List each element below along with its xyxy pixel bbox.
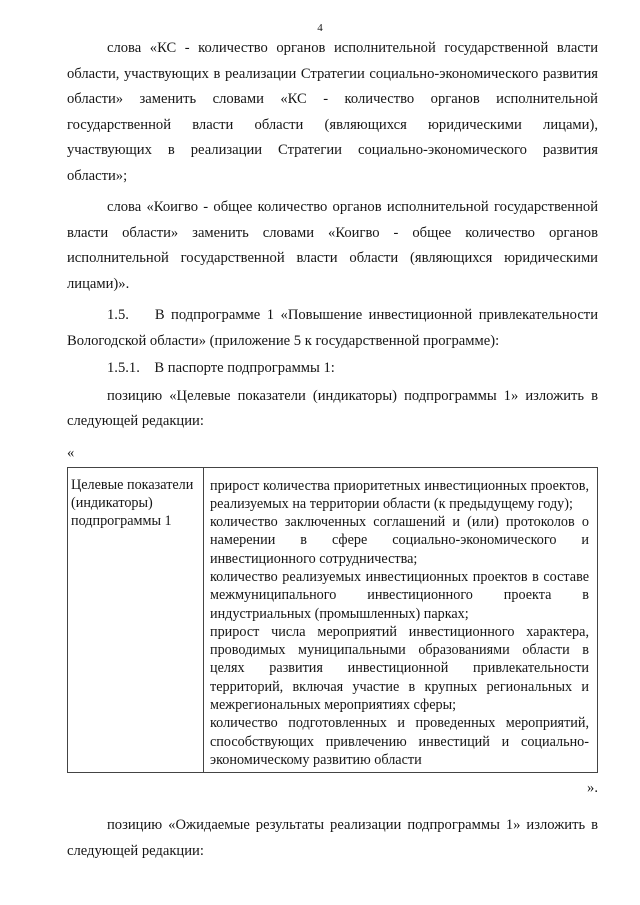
paragraph-koigvo-replacement: слова «Коигво - общее количество органов исполнительной государственной власти области» заменить словами «Коигво - общее количество органов исполнительной государственной власти области (являющихся юридическими лицами)».	[67, 199, 598, 292]
indicators-table	[67, 467, 598, 774]
opening-quote: «	[67, 444, 75, 461]
paragraph-passport: 1.5.1. В паспорте подпрограммы 1:	[107, 360, 335, 376]
table-content-cell	[204, 467, 598, 773]
page-number: 4	[317, 22, 323, 34]
paragraph-expected-results: позицию «Ожидаемые результаты реализации подпрограммы 1» изложить в следующей редакции:	[67, 817, 598, 859]
paragraph-subprogram-1: 1.5. В подпрограмме 1 «Повышение инвестиционной привлекательности Вологодской области» (приложение 5 к государственной программе):	[67, 307, 598, 349]
indicator-item: прирост количества приоритетных инвестиционных проектов, реализуемых на территории области (к предыдущему году);	[210, 477, 589, 512]
table-label-cell: Целевые показатели (индикаторы) подпрограммы 1	[68, 467, 204, 773]
indicator-item: количество подготовленных и проведенных мероприятий, способствующих привлечению инвестиций и социально-экономическому развитию области	[210, 715, 589, 768]
closing-quote: ».	[587, 780, 598, 797]
indicator-item: количество заключенных соглашений и (или) протоколов о намерении в сфере социально-экономического и инвестиционного сотрудничества;	[210, 514, 589, 567]
table-row	[68, 467, 598, 773]
document-body	[67, 36, 598, 864]
indicator-item: количество реализуемых инвестиционных проектов в составе межмуниципального инвестиционного проекта в индустриальных (промышленных) парках;	[210, 568, 589, 622]
paragraph-target-indicators: позицию «Целевые показатели (индикаторы) подпрограммы 1» изложить в следующей редакции:	[67, 387, 598, 429]
indicator-item: прирост числа мероприятий инвестиционного характера, проводимых муниципальными образованиями области в целях развития инвестиционной привлекательности территорий, включая участие в крупных региональных и межрегиональных мероприятиях сферы;	[210, 623, 589, 714]
paragraph-kc-replacement: слова «КС - количество органов исполнительной государственной власти области, участвующих в реализации Стратегии социально-экономического развития области» заменить словами «КС - количество органов исполнительной государственной власти области (являющихся юридическими лицами), участвующих в реализации Стратегии социально-экономического развития области»;	[67, 40, 598, 184]
